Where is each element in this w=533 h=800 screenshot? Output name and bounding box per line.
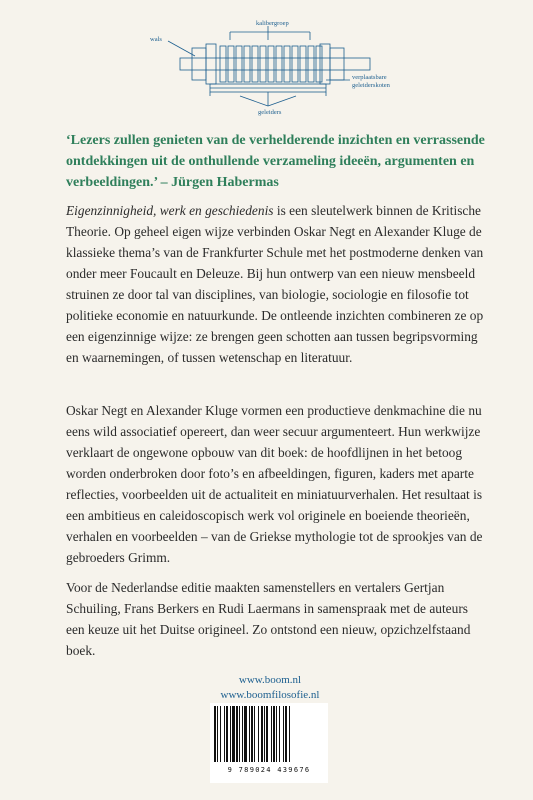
- label-kalibergroep: kalibergroep: [256, 20, 289, 27]
- groove: [260, 46, 266, 82]
- paragraph-intro-text: is een sleutelwerk binnen de Kritische Theorie. Op geheel eigen wijze verbinden Oskar Negt en Alexander Kluge de klassieke thema’s van de Frankfurter Schule met het postmoderne denken van onder meer Foucault en Deleuze. Bij hun ontwerp van een nieuw mensbeeld struinen ze door tal van disciplines, van biologie, sociologie en filosofie tot politieke economie en natuurkunde. De ontleende inzichten combineren ze op een eigenzinnige wijze: ze brengen geen schotten aan tussen begripsvorming en waarnemingen, of tussen wetenschap en literatuur.: [66, 203, 484, 365]
- barcode-bar: [244, 706, 247, 762]
- roller-diagram: [150, 18, 390, 120]
- groove: [308, 46, 314, 82]
- barcode-bar: [279, 706, 280, 762]
- barcode-bar: [261, 706, 263, 762]
- barcode-bar: [217, 706, 218, 762]
- barcode-bar: [276, 706, 277, 762]
- shaft: [180, 58, 370, 70]
- barcode-bar: [220, 706, 221, 762]
- groove: [284, 46, 290, 82]
- paragraph-intro: [66, 200, 488, 368]
- barcode-bar: [226, 706, 228, 762]
- label-verplaatsbare: verplaatsbare: [352, 74, 387, 81]
- barcode-bar: [236, 706, 238, 762]
- habermas-quote: ‘Lezers zullen genieten van de verhelderende inzichten en verrassende ontdekkingen uit de onthullende verzameling ideeën, argumenten en verbeeldingen.’ – Jürgen Habermas: [66, 133, 485, 190]
- barcode-bar: [239, 706, 240, 762]
- barcode-bar: [242, 706, 243, 762]
- groove: [268, 46, 274, 82]
- barcode-bar: [249, 706, 250, 762]
- barcode-bar: [264, 706, 265, 762]
- groove: [252, 46, 258, 82]
- groove: [292, 46, 298, 82]
- label-wals: wals: [150, 36, 162, 43]
- barcode-bar: [251, 706, 253, 762]
- publisher-urls: [190, 673, 350, 703]
- barcode-bar: [232, 706, 235, 762]
- right-flange: [320, 44, 330, 84]
- groove: [228, 46, 234, 82]
- barcode-bar: [258, 706, 259, 762]
- url-boomfilosofie[interactable]: www.boomfilosofie.nl: [220, 689, 320, 701]
- caliber-grooves: [220, 46, 322, 82]
- barcode-bar: [230, 706, 231, 762]
- barcode-bar: [289, 706, 290, 762]
- paragraph-edition: Voor de Nederlandse editie maakten samenstellers en vertalers Gertjan Schuiling, Frans Berkers en Rudi Laermans in samenspraak met de auteurs een keuze uit het Duitse origineel. Zo ontstond een nieuw, opzichzelfstaand boek.: [66, 580, 471, 658]
- barcode-bar: [266, 706, 268, 762]
- barcode-bar: [254, 706, 255, 762]
- left-flange: [206, 44, 216, 84]
- paragraph-method: Oskar Negt en Alexander Kluge vormen een productieve denkmachine die nu eens wild associatief opereert, dan weer secuur argumenteert. Hun werkwijze verklaart de ongewone opbouw van dit boek: de hoofdlijnen in het betoog worden onderbroken door foto’s en afbeeldingen, figuren, kaders met aparte reflecties, voorbeelden uit de actualiteit en miniatuurverhalen. Het resultaat is een ambitieus en caleidoscopisch werk vol originele en boeiende theorieën, verhalen en voorbeelden – van de Griekse mythologie tot de sprookjes van de gebroeders Grimm.: [66, 403, 483, 565]
- barcode-bar: [285, 706, 287, 762]
- isbn-number: 9 789024 439676: [227, 766, 311, 774]
- right-end-block: [330, 48, 344, 80]
- barcode-bar: [224, 706, 225, 762]
- label-geleiders: geleiders: [258, 109, 282, 116]
- label-geleiderskoten: geleiderskoten: [352, 82, 390, 89]
- barcode-bar: [283, 706, 284, 762]
- barcode-bars: [210, 703, 328, 765]
- url-boom[interactable]: www.boom.nl: [238, 674, 302, 686]
- groove: [316, 46, 322, 82]
- left-end-block: [192, 48, 206, 80]
- groove: [300, 46, 306, 82]
- groove: [276, 46, 282, 82]
- barcode-bar: [271, 706, 272, 762]
- barcode-bar: [214, 706, 216, 762]
- groove: [244, 46, 250, 82]
- groove: [236, 46, 242, 82]
- groove: [220, 46, 226, 82]
- roller-diagram-svg: [150, 18, 390, 120]
- barcode-bar: [273, 706, 275, 762]
- book-title-italic: Eigenzinnigheid, werk en geschiedenis: [66, 203, 274, 218]
